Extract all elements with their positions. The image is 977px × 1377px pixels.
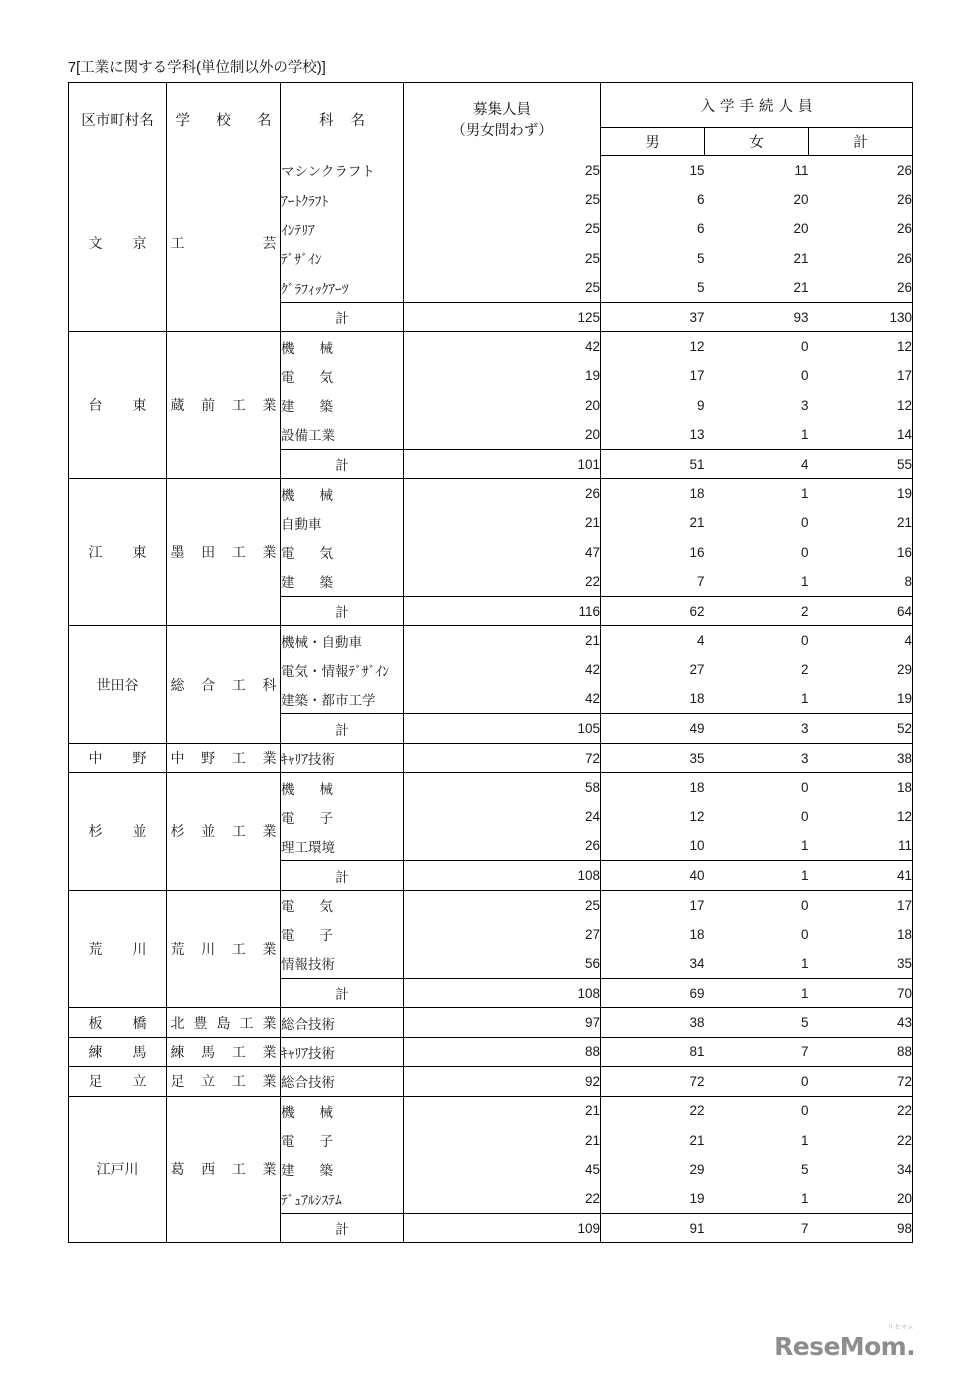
cell-female: 3 xyxy=(705,391,809,420)
cell-male: 13 xyxy=(601,420,705,449)
cell-female: 5 xyxy=(705,1155,809,1184)
cell-male: 16 xyxy=(601,538,705,567)
cell-male: 5 xyxy=(601,273,705,302)
header-capacity-line2: （男女問わず） xyxy=(451,123,553,140)
cell-subject-total-label: 計 xyxy=(281,1214,404,1243)
cell-subject: ｷｬﾘｱ技術 xyxy=(281,743,404,772)
cell-male: 6 xyxy=(601,185,705,214)
cell-capacity: 42 xyxy=(404,655,601,684)
cell-male: 4 xyxy=(601,626,705,655)
cell-total: 16 xyxy=(809,538,913,567)
header-school: 学校名 xyxy=(167,83,281,156)
cell-capacity: 21 xyxy=(404,626,601,655)
table-row xyxy=(69,1037,913,1066)
cell-subject: 自動車 xyxy=(281,508,404,537)
cell-male-total: 69 xyxy=(601,978,705,1007)
cell-total: 8 xyxy=(809,567,913,596)
cell-subject: 設備工業 xyxy=(281,420,404,449)
cell-subject: 電気 xyxy=(281,361,404,390)
cell-capacity: 25 xyxy=(404,244,601,273)
cell-capacity: 47 xyxy=(404,538,601,567)
cell-total: 29 xyxy=(809,655,913,684)
cell-total-total: 70 xyxy=(809,978,913,1007)
cell-total-total: 41 xyxy=(809,861,913,890)
cell-subject: ﾃﾞｭｱﾙｼｽﾃﾑ xyxy=(281,1184,404,1213)
cell-subject: 理工環境 xyxy=(281,831,404,860)
cell-capacity: 88 xyxy=(404,1037,601,1066)
cell-male: 18 xyxy=(601,920,705,949)
cell-school: 墨田工業 xyxy=(167,479,281,626)
cell-ward: 江戸川 xyxy=(69,1096,167,1243)
cell-school: 足立工業 xyxy=(167,1067,281,1096)
cell-ward: 中野 xyxy=(69,743,167,772)
cell-school: 杉並工業 xyxy=(167,773,281,891)
cell-male-total: 49 xyxy=(601,714,705,743)
cell-male: 19 xyxy=(601,1184,705,1213)
cell-capacity: 27 xyxy=(404,920,601,949)
cell-subject-total-label: 計 xyxy=(281,714,404,743)
cell-subject-total-label: 計 xyxy=(281,861,404,890)
cell-total: 17 xyxy=(809,361,913,390)
cell-male: 81 xyxy=(601,1037,705,1066)
cell-ward: 板橋 xyxy=(69,1008,167,1037)
table-row xyxy=(69,479,913,508)
cell-male: 12 xyxy=(601,332,705,361)
table-caption: 7[工業に関する学科(単位制以外の学校)] xyxy=(68,60,326,76)
cell-subject: 機械 xyxy=(281,773,404,802)
cell-male: 29 xyxy=(601,1155,705,1184)
cell-female: 1 xyxy=(705,1184,809,1213)
cell-capacity: 19 xyxy=(404,361,601,390)
cell-total-total: 130 xyxy=(809,302,913,331)
cell-total: 26 xyxy=(809,185,913,214)
cell-capacity: 92 xyxy=(404,1067,601,1096)
admissions-table xyxy=(68,82,913,1243)
table-row xyxy=(69,743,913,772)
cell-female: 1 xyxy=(705,1125,809,1154)
resemom-logo-ruby: リセマム xyxy=(887,1325,914,1331)
cell-capacity: 20 xyxy=(404,391,601,420)
cell-total-total: 64 xyxy=(809,596,913,625)
cell-subject: ｸﾞﾗﾌｨｯｸｱｰﾂ xyxy=(281,273,404,302)
cell-total: 26 xyxy=(809,156,913,185)
cell-capacity: 42 xyxy=(404,685,601,714)
cell-male-total: 37 xyxy=(601,302,705,331)
cell-female-total: 2 xyxy=(705,596,809,625)
cell-total: 26 xyxy=(809,214,913,243)
cell-total: 14 xyxy=(809,420,913,449)
cell-subject: マシンクラフト xyxy=(281,156,404,185)
cell-female: 0 xyxy=(705,508,809,537)
cell-capacity: 20 xyxy=(404,420,601,449)
header-subject: 科名 xyxy=(281,83,404,156)
cell-ward: 世田谷 xyxy=(69,626,167,744)
cell-ward: 江東 xyxy=(69,479,167,626)
cell-male: 21 xyxy=(601,1125,705,1154)
cell-capacity: 56 xyxy=(404,949,601,978)
cell-subject: 建築 xyxy=(281,1155,404,1184)
cell-male: 18 xyxy=(601,685,705,714)
header-ward: 区市町村名 xyxy=(69,83,167,156)
cell-total: 17 xyxy=(809,890,913,919)
cell-male: 7 xyxy=(601,567,705,596)
cell-female: 3 xyxy=(705,743,809,772)
table-container xyxy=(68,82,912,1243)
cell-subject: 電子 xyxy=(281,920,404,949)
cell-female: 0 xyxy=(705,920,809,949)
cell-female: 5 xyxy=(705,1008,809,1037)
cell-female: 20 xyxy=(705,214,809,243)
cell-male-total: 51 xyxy=(601,449,705,478)
cell-male: 5 xyxy=(601,244,705,273)
cell-female-total: 3 xyxy=(705,714,809,743)
cell-capacity: 21 xyxy=(404,508,601,537)
cell-female: 1 xyxy=(705,479,809,508)
cell-capacity-total: 125 xyxy=(404,302,601,331)
cell-capacity: 25 xyxy=(404,890,601,919)
cell-subject: 電気 xyxy=(281,538,404,567)
table-row xyxy=(69,1096,913,1125)
cell-female-total: 4 xyxy=(705,449,809,478)
cell-school: 総合工科 xyxy=(167,626,281,744)
cell-capacity-total: 108 xyxy=(404,978,601,1007)
header-male: 男 xyxy=(601,128,705,156)
cell-total: 38 xyxy=(809,743,913,772)
cell-capacity: 26 xyxy=(404,831,601,860)
cell-subject: ｱｰﾄｸﾗﾌﾄ xyxy=(281,185,404,214)
cell-subject: 情報技術 xyxy=(281,949,404,978)
cell-female: 1 xyxy=(705,685,809,714)
cell-male: 35 xyxy=(601,743,705,772)
cell-capacity: 21 xyxy=(404,1096,601,1125)
cell-ward: 荒川 xyxy=(69,890,167,1008)
resemom-logo-text: ReseMom. xyxy=(774,1332,915,1361)
table-head xyxy=(69,83,913,156)
cell-subject: 機械 xyxy=(281,1096,404,1125)
table-row xyxy=(69,626,913,655)
cell-subject: 電気・情報ﾃﾞｻﾞｲﾝ xyxy=(281,655,404,684)
cell-school: 蔵前工業 xyxy=(167,332,281,479)
resemom-logo xyxy=(774,1325,915,1361)
cell-male: 72 xyxy=(601,1067,705,1096)
cell-male: 21 xyxy=(601,508,705,537)
cell-capacity: 25 xyxy=(404,273,601,302)
cell-capacity: 45 xyxy=(404,1155,601,1184)
cell-capacity-total: 109 xyxy=(404,1214,601,1243)
cell-capacity: 25 xyxy=(404,156,601,185)
cell-male: 6 xyxy=(601,214,705,243)
cell-capacity: 58 xyxy=(404,773,601,802)
cell-ward: 練馬 xyxy=(69,1037,167,1066)
cell-ward: 足立 xyxy=(69,1067,167,1096)
cell-male: 27 xyxy=(601,655,705,684)
cell-female: 0 xyxy=(705,538,809,567)
cell-total: 26 xyxy=(809,273,913,302)
cell-capacity-total: 116 xyxy=(404,596,601,625)
cell-school: 葛西工業 xyxy=(167,1096,281,1243)
cell-subject: 建築 xyxy=(281,391,404,420)
cell-male: 34 xyxy=(601,949,705,978)
cell-capacity: 25 xyxy=(404,214,601,243)
cell-capacity: 26 xyxy=(404,479,601,508)
cell-subject: 電子 xyxy=(281,1125,404,1154)
cell-subject: 機械 xyxy=(281,479,404,508)
cell-male: 18 xyxy=(601,479,705,508)
cell-female: 21 xyxy=(705,244,809,273)
cell-school: 荒川工業 xyxy=(167,890,281,1008)
cell-female: 0 xyxy=(705,1067,809,1096)
cell-subject: 機械 xyxy=(281,332,404,361)
cell-capacity: 72 xyxy=(404,743,601,772)
cell-male: 15 xyxy=(601,156,705,185)
cell-subject: ﾃﾞｻﾞｲﾝ xyxy=(281,244,404,273)
cell-female: 0 xyxy=(705,890,809,919)
cell-capacity: 22 xyxy=(404,1184,601,1213)
cell-male: 10 xyxy=(601,831,705,860)
cell-female: 0 xyxy=(705,332,809,361)
cell-female: 0 xyxy=(705,361,809,390)
cell-total: 19 xyxy=(809,479,913,508)
cell-female: 1 xyxy=(705,949,809,978)
cell-male-total: 62 xyxy=(601,596,705,625)
cell-female: 11 xyxy=(705,156,809,185)
cell-female: 1 xyxy=(705,567,809,596)
cell-subject-total-label: 計 xyxy=(281,449,404,478)
cell-total: 12 xyxy=(809,802,913,831)
cell-female-total: 7 xyxy=(705,1214,809,1243)
cell-male: 22 xyxy=(601,1096,705,1125)
cell-subject: 建築・都市工学 xyxy=(281,685,404,714)
cell-total: 11 xyxy=(809,831,913,860)
cell-capacity-total: 108 xyxy=(404,861,601,890)
header-capacity-line1: 募集人員 xyxy=(473,102,531,119)
cell-ward: 台東 xyxy=(69,332,167,479)
table-row xyxy=(69,1067,913,1096)
cell-female: 21 xyxy=(705,273,809,302)
cell-female: 0 xyxy=(705,773,809,802)
cell-total: 19 xyxy=(809,685,913,714)
cell-total: 12 xyxy=(809,332,913,361)
cell-female-total: 1 xyxy=(705,978,809,1007)
cell-total: 35 xyxy=(809,949,913,978)
cell-male-total: 91 xyxy=(601,1214,705,1243)
cell-female: 1 xyxy=(705,831,809,860)
cell-ward: 文京 xyxy=(69,156,167,332)
cell-total: 72 xyxy=(809,1067,913,1096)
cell-capacity: 25 xyxy=(404,185,601,214)
cell-male: 17 xyxy=(601,890,705,919)
cell-male: 17 xyxy=(601,361,705,390)
cell-total: 22 xyxy=(809,1096,913,1125)
cell-total: 26 xyxy=(809,244,913,273)
table-row xyxy=(69,332,913,361)
table-body xyxy=(69,156,913,1243)
cell-total: 22 xyxy=(809,1125,913,1154)
cell-capacity: 24 xyxy=(404,802,601,831)
cell-capacity: 21 xyxy=(404,1125,601,1154)
cell-male: 12 xyxy=(601,802,705,831)
cell-total: 43 xyxy=(809,1008,913,1037)
cell-total: 4 xyxy=(809,626,913,655)
header-row-top xyxy=(69,83,913,128)
cell-subject-total-label: 計 xyxy=(281,596,404,625)
cell-capacity-total: 101 xyxy=(404,449,601,478)
cell-male: 9 xyxy=(601,391,705,420)
cell-female: 7 xyxy=(705,1037,809,1066)
cell-subject: 総合技術 xyxy=(281,1067,404,1096)
cell-capacity: 97 xyxy=(404,1008,601,1037)
cell-capacity: 22 xyxy=(404,567,601,596)
cell-female-total: 93 xyxy=(705,302,809,331)
cell-total: 88 xyxy=(809,1037,913,1066)
cell-subject: 機械・自動車 xyxy=(281,626,404,655)
cell-female: 20 xyxy=(705,185,809,214)
cell-subject: 電子 xyxy=(281,802,404,831)
cell-female: 2 xyxy=(705,655,809,684)
cell-total-total: 55 xyxy=(809,449,913,478)
cell-total-total: 52 xyxy=(809,714,913,743)
cell-male-total: 40 xyxy=(601,861,705,890)
cell-capacity-total: 105 xyxy=(404,714,601,743)
cell-subject-total-label: 計 xyxy=(281,302,404,331)
cell-school: 北豊島工業 xyxy=(167,1008,281,1037)
cell-subject: ｷｬﾘｱ技術 xyxy=(281,1037,404,1066)
cell-total-total: 98 xyxy=(809,1214,913,1243)
cell-total: 20 xyxy=(809,1184,913,1213)
cell-school: 工芸 xyxy=(167,156,281,332)
cell-ward: 杉並 xyxy=(69,773,167,891)
cell-female: 0 xyxy=(705,1096,809,1125)
table-row xyxy=(69,1008,913,1037)
table-row xyxy=(69,773,913,802)
cell-subject-total-label: 計 xyxy=(281,978,404,1007)
cell-female-total: 1 xyxy=(705,861,809,890)
cell-male: 38 xyxy=(601,1008,705,1037)
cell-male: 18 xyxy=(601,773,705,802)
header-total: 計 xyxy=(809,128,913,156)
cell-total: 18 xyxy=(809,920,913,949)
cell-total: 12 xyxy=(809,391,913,420)
cell-capacity: 42 xyxy=(404,332,601,361)
header-female: 女 xyxy=(705,128,809,156)
cell-subject: 電気 xyxy=(281,890,404,919)
table-row xyxy=(69,156,913,185)
table-row xyxy=(69,890,913,919)
header-capacity xyxy=(404,83,601,156)
cell-subject: 総合技術 xyxy=(281,1008,404,1037)
cell-total: 34 xyxy=(809,1155,913,1184)
header-enrolled: 入学手続人員 xyxy=(601,83,913,128)
cell-school: 中野工業 xyxy=(167,743,281,772)
cell-subject: 建築 xyxy=(281,567,404,596)
cell-female: 0 xyxy=(705,802,809,831)
cell-subject: ｲﾝﾃﾘｱ xyxy=(281,214,404,243)
cell-school: 練馬工業 xyxy=(167,1037,281,1066)
cell-total: 21 xyxy=(809,508,913,537)
cell-female: 1 xyxy=(705,420,809,449)
cell-total: 18 xyxy=(809,773,913,802)
cell-female: 0 xyxy=(705,626,809,655)
